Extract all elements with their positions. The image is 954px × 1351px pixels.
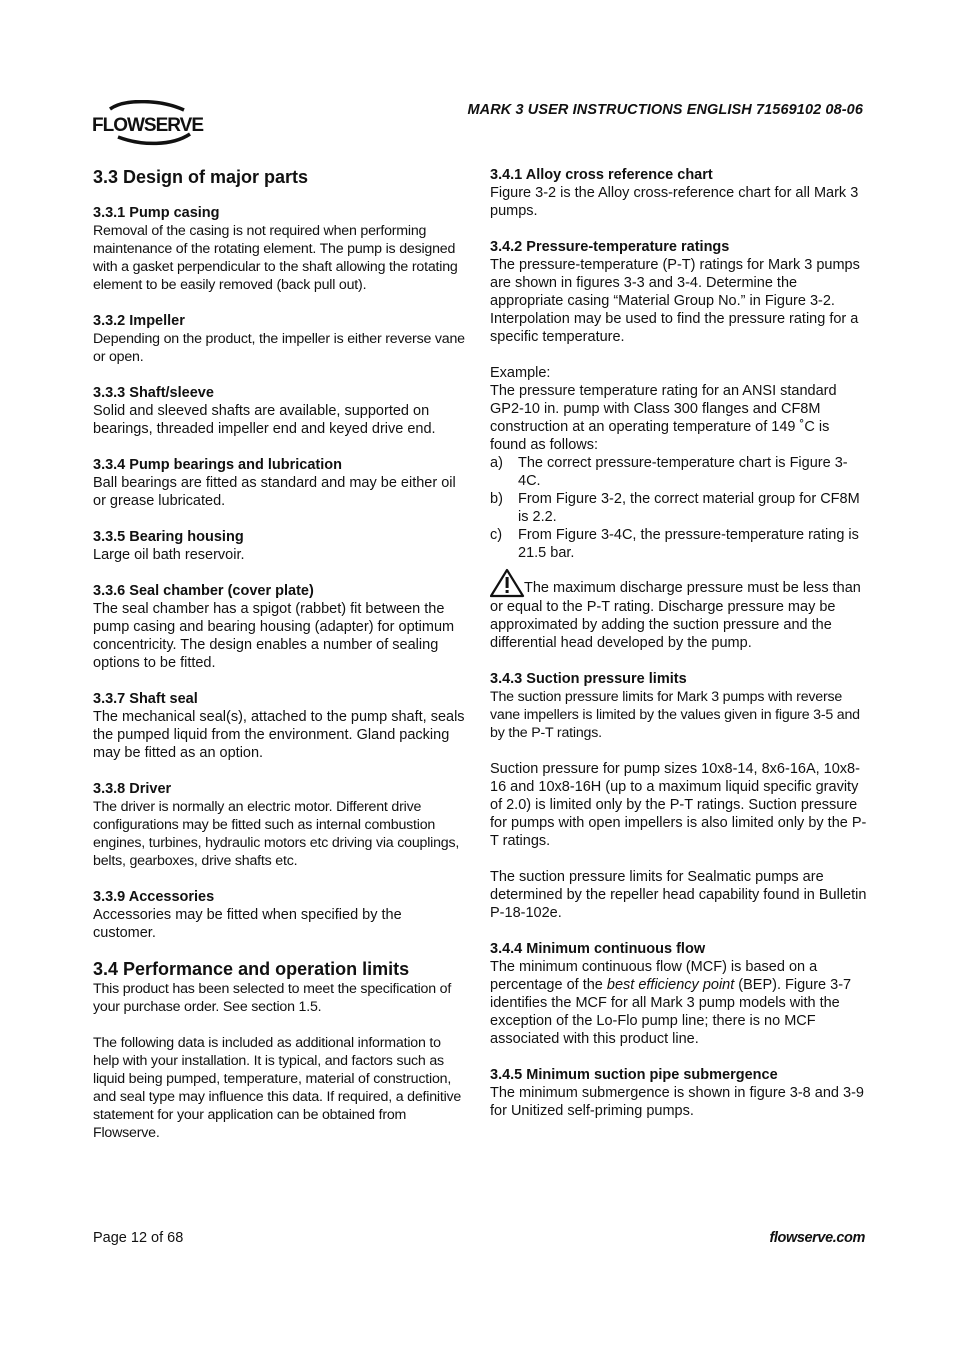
section-3-3-5-text: Large oil bath reservoir. <box>93 547 245 563</box>
list-item-text: From Figure 3-4C, the pressure-temperature rating is 21.5 bar. <box>518 527 859 561</box>
page-number: Page 12 of 68 <box>93 1230 184 1246</box>
section-3-3-3-heading: 3.3.3 Shaft/sleeve <box>93 385 214 401</box>
section-3-4-text-1: This product has been selected to meet the specification of your purchase order. See section 1.5. <box>93 981 452 1015</box>
section-3-4-5-text: The minimum submergence is shown in figure 3-8 and 3-9 for Unitized self-priming pumps. <box>490 1085 864 1119</box>
section-3-3-4-heading: 3.3.4 Pump bearings and lubrication <box>93 457 342 473</box>
section-3-3-6-heading: 3.3.6 Seal chamber (cover plate) <box>93 583 314 599</box>
section-3-4-2-heading: 3.4.2 Pressure-temperature ratings <box>490 239 730 255</box>
section-3-4-heading: 3.4 Performance and operation limits <box>93 959 410 979</box>
list-item-label: c) <box>490 527 503 543</box>
bep-term: best efficiency point <box>606 977 735 993</box>
warning-paragraph <box>490 568 868 652</box>
section-3-3-8-text: The driver is normally an electric motor. Different drive configurations may be fitted such as internal combustion engines, turbines, hydraulic motors etc driving via couplings, belts, gearboxes, drive shafts etc. <box>93 799 460 869</box>
list-item <box>490 490 868 526</box>
section-3-4-4-heading: 3.4.4 Minimum continuous flow <box>490 941 706 957</box>
list-item-label: a) <box>490 455 503 471</box>
section-3-3-9-text: Accessories may be fitted when specified by the customer. <box>93 907 402 941</box>
section-3-3-2-heading: 3.3.2 Impeller <box>93 313 185 329</box>
section-3-3-7-heading: 3.3.7 Shaft seal <box>93 691 198 707</box>
section-3-4-2-text: The pressure-temperature (P-T) ratings for Mark 3 pumps are shown in figures 3-3 and 3-4. Determine the appropriate casing “Material Group No.” in Figure 3-2. Interpolation may be used to find the pressure rating for a specific temperature. <box>490 257 860 345</box>
section-3-3-5-heading: 3.3.5 Bearing housing <box>93 529 244 545</box>
list-item <box>490 454 868 490</box>
section-3-4-3-heading: 3.4.3 Suction pressure limits <box>490 671 687 687</box>
right-column <box>490 166 868 1120</box>
warning-triangle-icon <box>490 568 526 598</box>
example-label: Example: <box>490 365 551 381</box>
warning-text: The maximum discharge pressure must be less than or equal to the P-T rating. Discharge pressure may be approximated by adding the suction pressure and the differential head developed by the pump. <box>490 580 861 651</box>
list-item-text: The correct pressure-temperature chart is Figure 3-4C. <box>518 455 848 489</box>
list-item-label: b) <box>490 491 503 507</box>
section-3-3-8-heading: 3.3.8 Driver <box>93 781 172 797</box>
document-header: MARK 3 USER INSTRUCTIONS ENGLISH 71569102 08-06 <box>467 102 863 118</box>
section-3-3-2-text: Depending on the product, the impeller is either reverse vane or open. <box>93 331 465 365</box>
list-item <box>490 526 868 562</box>
section-3-4-3-text-1: The suction pressure limits for Mark 3 pumps with reverse vane impellers is limited by the values given in figure 3-5 and by the P-T ratings. <box>490 689 860 741</box>
section-3-4-1-text: Figure 3-2 is the Alloy cross-reference chart for all Mark 3 pumps. <box>490 185 859 219</box>
list-item-text: From Figure 3-2, the correct material group for CF8M is 2.2. <box>518 491 860 525</box>
left-column <box>93 166 468 1142</box>
section-3-4-5-heading: 3.4.5 Minimum suction pipe submergence <box>490 1067 778 1083</box>
section-3-3-3-text: Solid and sleeved shafts are available, supported on bearings, threaded impeller end and keyed drive end. <box>93 403 436 437</box>
section-3-3-7-text: The mechanical seal(s), attached to the pump shaft, seals the pumped liquid from the environment. Gland packing may be fitted as an option. <box>93 709 465 761</box>
section-3-3-heading: 3.3 Design of major parts <box>93 167 309 187</box>
example-text: The pressure temperature rating for an ANSI standard GP2-10 in. pump with Class 300 flanges and CF8M construction at an operating temperature of 149 ˚C is found as follows: <box>490 383 837 453</box>
section-3-4-3-text-2: Suction pressure for pump sizes 10x8-14, 8x6-16A, 10x8-16 and 10x8-16H (up to a maximum liquid specific gravity of 2.0) is limited only by the P-T ratings. Suction pressure for pumps with open impellers is also limited only by the P-T ratings. <box>490 761 867 849</box>
section-3-4-4-text-b: (BEP). Figure 3-7 identifies the MCF for all Mark 3 pump models with the exception of the Lo-Flo pump line; there is no MCF associated with this product line. <box>490 977 852 1047</box>
footer-website: flowserve.com <box>769 1230 865 1246</box>
section-3-3-4-text: Ball bearings are fitted as standard and may be either oil or grease lubricated. <box>93 475 456 509</box>
logo-text: FLOWSERVE <box>92 115 203 136</box>
section-3-4-1-heading: 3.4.1 Alloy cross reference chart <box>490 167 713 183</box>
section-3-3-6-text: The seal chamber has a spigot (rabbet) fit between the pump casing and bearing housing (adapter) for optimum concentricity. The design enables a number of sealing options to be fitted. <box>93 601 455 671</box>
section-3-4-text-2: The following data is included as additional information to help with your installation. It is typical, and factors such as liquid being pumped, temperature, material of construction, and seal type may influence this data. If required, a definitive statement for your application can be obtained from Flowserve. <box>93 1035 462 1141</box>
section-3-3-1-heading: 3.3.1 Pump casing <box>93 205 220 221</box>
section-3-3-1-text: Removal of the casing is not required when performing maintenance of the rotating element. The pump is designed with a gasket perpendicular to the shaft allowing the rotating element to be easily removed (back pull out). <box>93 223 458 293</box>
section-3-4-3-text-3: The suction pressure limits for Sealmatic pumps are determined by the repeller head capability found in Bulletin P-18-102e. <box>490 869 867 921</box>
flowserve-logo <box>92 100 208 146</box>
section-3-4-4-text <box>490 958 868 1048</box>
section-3-4-4-text-a: The minimum continuous flow (MCF) is based on a percentage of the <box>490 959 818 993</box>
section-3-3-9-heading: 3.3.9 Accessories <box>93 889 215 905</box>
